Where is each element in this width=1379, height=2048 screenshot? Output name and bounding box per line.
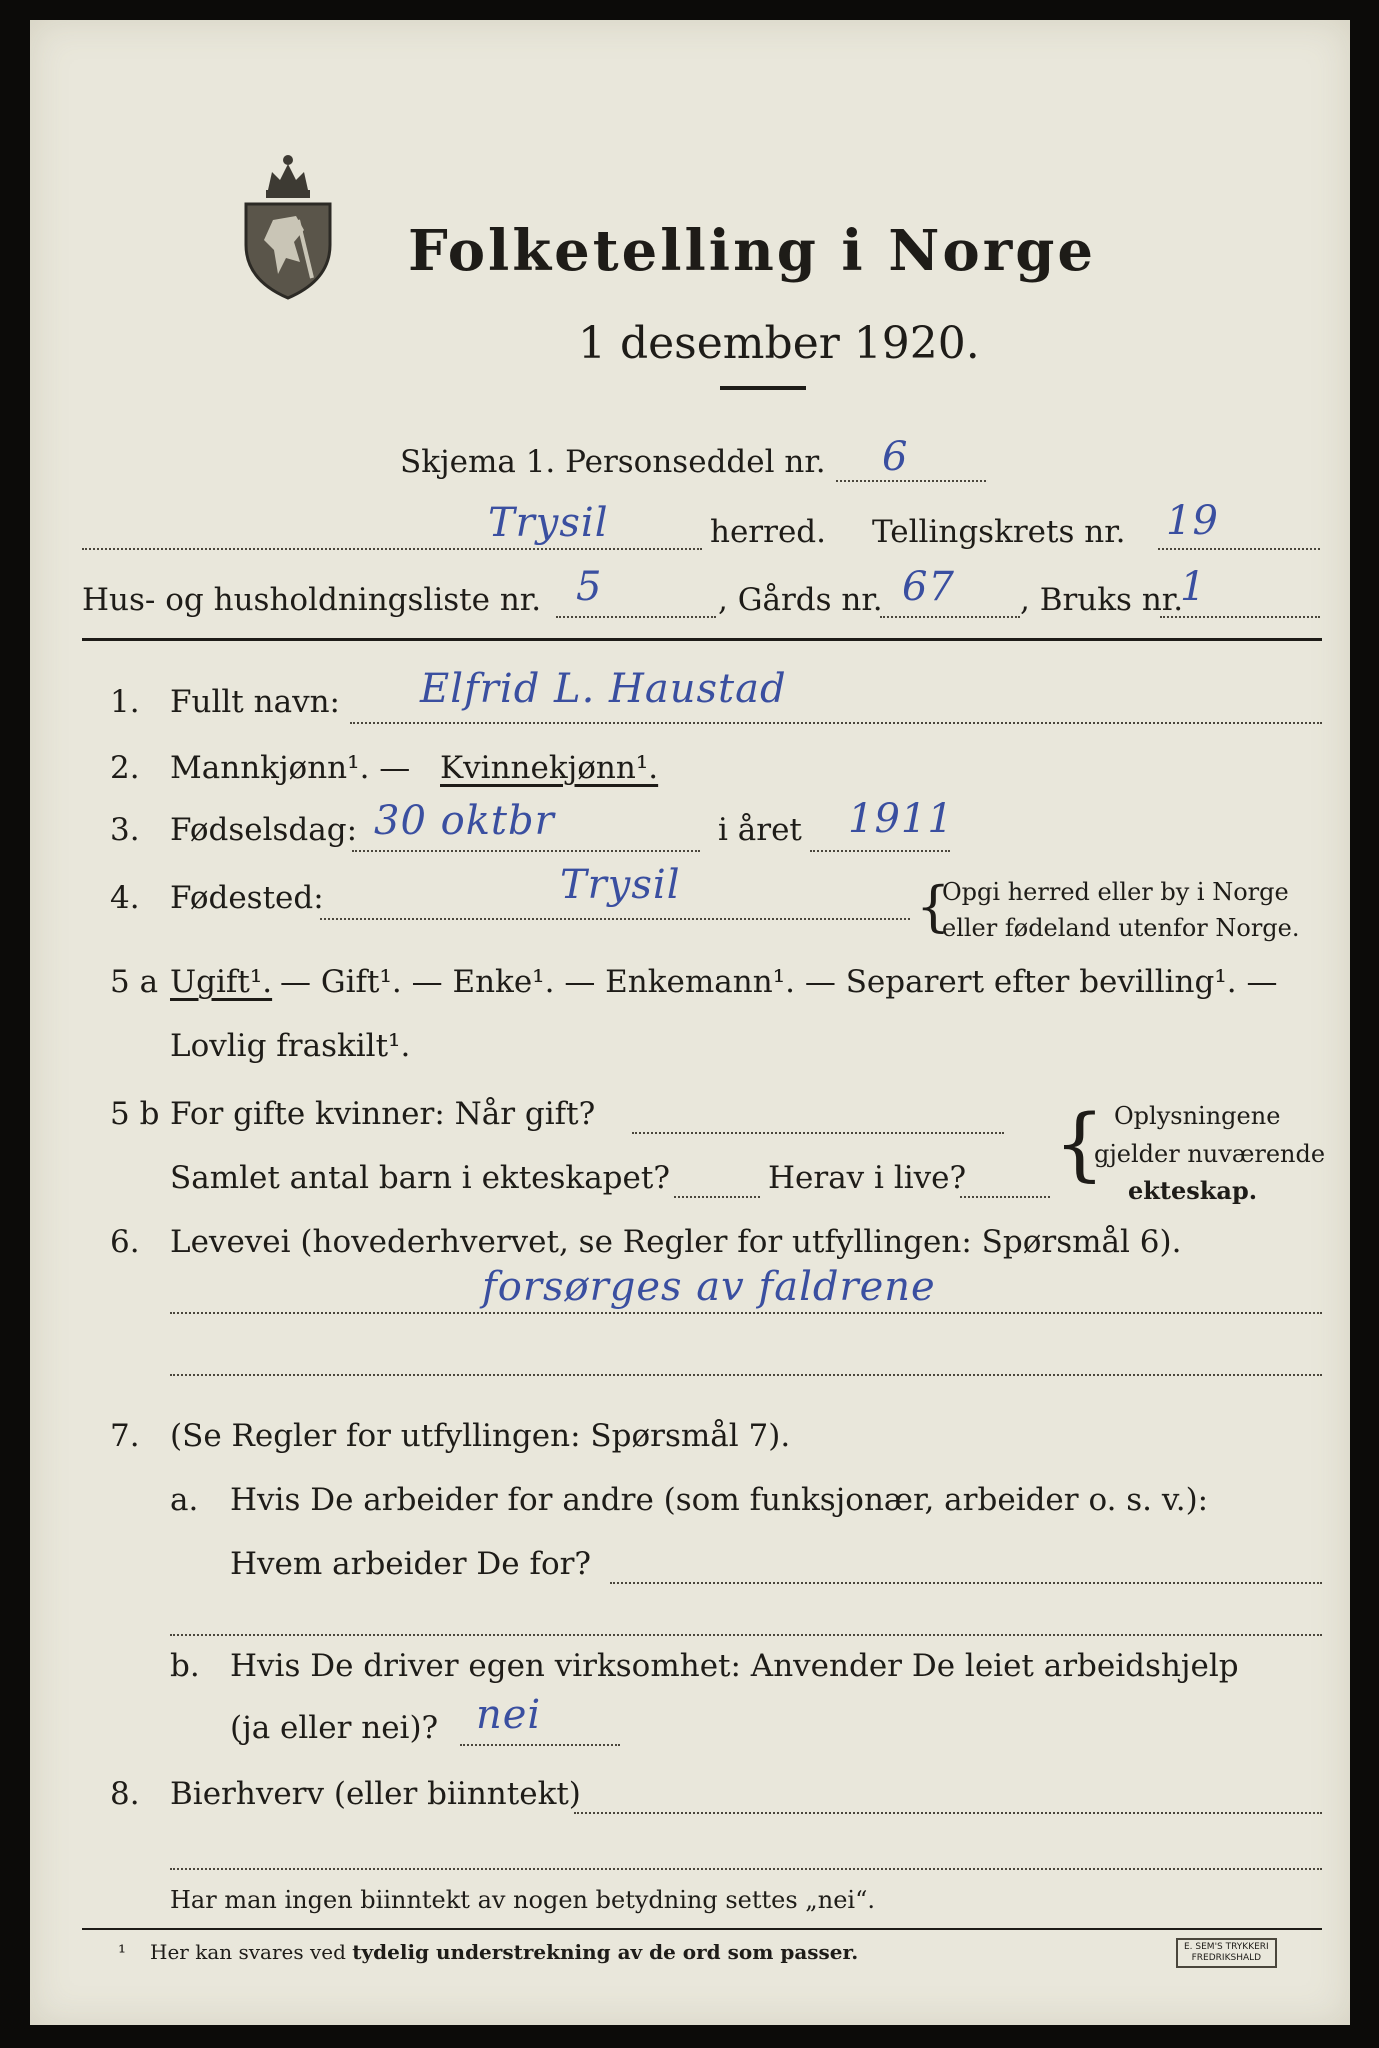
q7-label: (Se Regler for utfyllingen: Spørsmål 7). <box>170 1418 791 1454</box>
q3-line <box>352 850 700 852</box>
q1-number: 1. <box>110 684 140 720</box>
q2-number: 2. <box>110 750 140 786</box>
q3-year-label: i året <box>718 812 802 848</box>
q7b-value: nei <box>476 1692 542 1738</box>
herred-label: herred. <box>710 514 826 550</box>
q2-mannkjonn-option: Mannkjønn¹. — <box>170 750 411 786</box>
footnote-number: ¹ <box>118 1940 127 1964</box>
q8-number: 8. <box>110 1776 140 1812</box>
q7a-line-1 <box>610 1582 1322 1584</box>
q7b-question: Hvis De driver egen virksomhet: Anvender De leiet arbeidshjelp <box>230 1648 1239 1684</box>
q1-line <box>350 722 1322 724</box>
q4-birthplace-value: Trysil <box>560 862 681 908</box>
q4-line <box>320 918 910 920</box>
printer-stamp-line-1: E. SEM'S TRYKKERI <box>1184 1942 1269 1952</box>
footnote-text-a: Her kan svares ved <box>150 1940 353 1964</box>
bruks-line <box>1160 616 1320 618</box>
q4-number: 4. <box>110 880 140 916</box>
footer-rule <box>82 1928 1322 1930</box>
q3-label: Fødselsdag: <box>170 812 358 848</box>
q5a-ugift-option: Ugift¹. <box>170 964 273 1000</box>
printer-stamp <box>1176 1938 1277 1968</box>
q5b-married-line <box>632 1132 1004 1134</box>
q5b-alive-label: Herav i live? <box>768 1160 967 1196</box>
schema-label: Skjema 1. Personseddel nr. <box>400 444 826 480</box>
census-form <box>30 20 1350 2025</box>
q1-name-value: Elfrid L. Haustad <box>420 666 787 712</box>
form-date: 1 desember 1920. <box>578 318 980 369</box>
income-note: Har man ingen biinntekt av nogen betydning settes „nei“. <box>170 1886 875 1914</box>
title-divider <box>720 386 806 390</box>
q5b-brace: { <box>1054 1097 1105 1190</box>
q5a-other-options: — Gift¹. — Enke¹. — Enkemann¹. — Separert efter bevilling¹. — <box>280 964 1278 1000</box>
q5b-alive-line <box>960 1196 1050 1198</box>
footnote-text <box>150 1940 858 1964</box>
q8-label: Bierhverv (eller biinntekt) <box>170 1776 581 1812</box>
herred-line <box>82 548 702 550</box>
q5b-note-2: gjelder nuværende <box>1094 1140 1326 1168</box>
personseddel-line <box>836 480 986 482</box>
q5b-note-3: ekteskap. <box>1128 1176 1258 1205</box>
footnote-text-b: tydelig understrekning av de ord som passer. <box>352 1940 859 1964</box>
q7b-letter: b. <box>170 1648 200 1684</box>
q6-line-1 <box>170 1312 1322 1314</box>
q4-label: Fødested: <box>170 880 324 916</box>
hus-value: 5 <box>576 564 603 610</box>
q7-number: 7. <box>110 1418 140 1454</box>
q3-year-line <box>810 850 950 852</box>
q6-occupation-value: forsørges av faldrene <box>482 1264 936 1310</box>
q5b-number: 5 b <box>110 1096 160 1132</box>
hus-label: Hus- og husholdningsliste nr. <box>82 582 542 618</box>
gards-label: , Gårds nr. <box>718 582 883 618</box>
q7b-yes-no-label: (ja eller nei)? <box>230 1710 439 1746</box>
q8-line-1 <box>574 1812 1322 1814</box>
header-rule <box>82 638 1322 641</box>
personseddel-nr-value: 6 <box>882 434 909 480</box>
q5a-number: 5 a <box>110 964 159 1000</box>
q1-label: Fullt navn: <box>170 684 340 720</box>
q5b-children-label: Samlet antal barn i ekteskapet? <box>170 1160 670 1196</box>
printer-stamp-line-2: FREDRIKSHALD <box>1191 1953 1262 1963</box>
tellingskrets-value: 19 <box>1166 498 1219 544</box>
q4-note-1: Opgi herred eller by i Norge <box>942 878 1289 906</box>
bruks-value: 1 <box>1180 564 1207 610</box>
bruks-label: , Bruks nr. <box>1020 582 1184 618</box>
q7a-letter: a. <box>170 1482 199 1518</box>
q5a-lovlig-fraskilt: Lovlig fraskilt¹. <box>170 1028 411 1064</box>
q6-line-2 <box>170 1374 1322 1376</box>
q6-label: Levevei (hovederhvervet, se Regler for utfyllingen: Spørsmål 6). <box>170 1224 1182 1260</box>
q2-kvinnekjonn-option: Kvinnekjønn¹. <box>440 750 659 786</box>
q3-year-value: 1911 <box>848 796 954 842</box>
q4-note-2: eller fødeland utenfor Norge. <box>942 914 1300 942</box>
q7b-line <box>460 1744 620 1746</box>
q3-number: 3. <box>110 812 140 848</box>
q5b-children-line <box>674 1196 760 1198</box>
hus-line <box>556 616 716 618</box>
q5b-note-1: Oplysningene <box>1114 1102 1281 1130</box>
form-title: Folketelling i Norge <box>408 218 1097 284</box>
herred-value: Trysil <box>488 500 609 546</box>
gards-line <box>880 616 1020 618</box>
tellingskrets-line <box>1158 548 1320 550</box>
q7a-employer-label: Hvem arbeider De for? <box>230 1546 592 1582</box>
q8-line-2 <box>170 1868 1322 1870</box>
q4-brace: { <box>916 875 951 938</box>
tellingskrets-label: Tellingskrets nr. <box>872 514 1126 550</box>
q5b-married-label: For gifte kvinner: Når gift? <box>170 1096 596 1132</box>
coat-of-arms-icon <box>238 150 338 300</box>
q3-birthday-value: 30 oktbr <box>374 798 555 844</box>
q6-number: 6. <box>110 1224 140 1260</box>
q7a-line-2 <box>170 1634 1322 1636</box>
gards-value: 67 <box>902 564 955 610</box>
q7a-question: Hvis De arbeider for andre (som funksjonær, arbeider o. s. v.): <box>230 1482 1209 1518</box>
